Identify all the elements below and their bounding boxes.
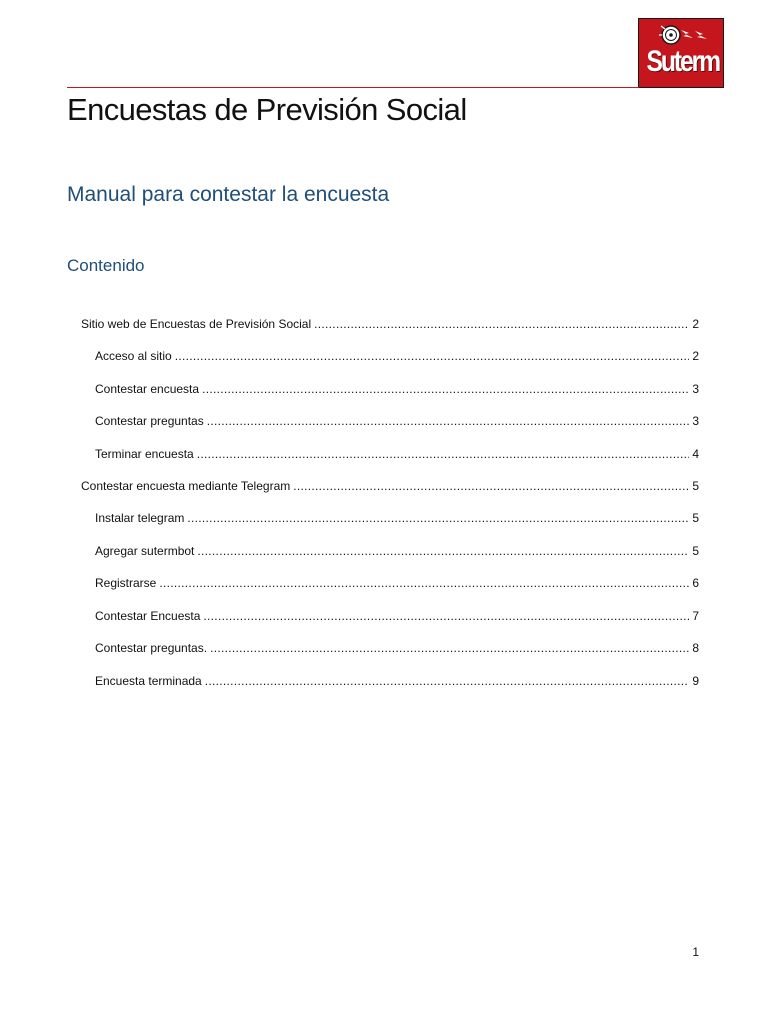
toc-dot-leader <box>210 639 689 657</box>
toc-entry-contestar-preguntas-telegram[interactable] <box>95 639 699 657</box>
toc-entry-label: Contestar preguntas <box>95 414 204 428</box>
toc-entry-label: Contestar preguntas. <box>95 641 208 655</box>
toc-entry-label: Terminar encuesta <box>95 447 194 461</box>
toc-dot-leader <box>202 380 689 398</box>
toc-entry-label: Acceso al sitio <box>95 349 172 363</box>
page-number: 1 <box>692 945 699 959</box>
toc-dot-leader <box>203 607 689 625</box>
toc-dot-leader <box>175 347 690 365</box>
toc-dot-leader <box>187 509 689 527</box>
toc-entry-terminar-encuesta[interactable] <box>95 445 699 463</box>
toc-entry-page: 4 <box>692 447 699 461</box>
toc-entry-page: 9 <box>692 674 699 688</box>
toc-heading: Contenido <box>67 256 145 275</box>
toc-dot-leader <box>314 315 689 333</box>
toc-entry-registrarse[interactable] <box>95 574 699 592</box>
toc-entry-page: 5 <box>692 479 699 493</box>
document-title: Encuestas de Previsión Social <box>67 92 467 127</box>
toc-entry-label: Contestar Encuesta <box>95 609 201 623</box>
toc-entry-page: 3 <box>692 382 699 396</box>
toc-entry-label: Contestar encuesta <box>95 382 200 396</box>
toc-entry-acceso-al-sitio[interactable] <box>95 347 699 365</box>
suterm-logo <box>638 18 724 88</box>
toc-dot-leader <box>197 542 689 560</box>
logo-wordmark: Suterm <box>646 45 720 78</box>
toc-entry-contestar-preguntas[interactable] <box>95 412 699 430</box>
toc-entry-page: 5 <box>692 544 699 558</box>
toc-entry-telegram[interactable] <box>81 477 699 495</box>
toc-dot-leader <box>159 574 689 592</box>
toc-entry-page: 7 <box>692 609 699 623</box>
toc-entry-agregar-sutermbot[interactable] <box>95 542 699 560</box>
toc-entry-label: Sitio web de Encuestas de Previsión Social <box>81 317 312 331</box>
toc-entry-label: Instalar telegram <box>95 511 185 525</box>
toc-dot-leader <box>205 672 690 690</box>
document-subtitle: Manual para contestar la encuesta <box>67 183 390 206</box>
toc-entry-label: Encuesta terminada <box>95 674 202 688</box>
toc-entry-sitio-web[interactable] <box>81 315 699 333</box>
toc-entry-page: 2 <box>692 349 699 363</box>
toc-dot-leader <box>197 445 690 463</box>
toc-entry-page: 5 <box>692 511 699 525</box>
toc-entry-page: 2 <box>692 317 699 331</box>
toc-entry-page: 6 <box>692 576 699 590</box>
toc-entry-label: Agregar sutermbot <box>95 544 195 558</box>
toc-dot-leader <box>293 477 689 495</box>
toc-entry-page: 3 <box>692 414 699 428</box>
toc-entry-instalar-telegram[interactable] <box>95 509 699 527</box>
toc-entry-contestar-encuesta[interactable] <box>95 380 699 398</box>
toc-entry-page: 8 <box>692 641 699 655</box>
toc-entry-contestar-encuesta-telegram[interactable] <box>95 607 699 625</box>
toc-entry-label: Contestar encuesta mediante Telegram <box>81 479 291 493</box>
toc-entry-encuesta-terminada[interactable] <box>95 672 699 690</box>
toc-dot-leader <box>207 412 690 430</box>
toc-entry-label: Registrarse <box>95 576 157 590</box>
